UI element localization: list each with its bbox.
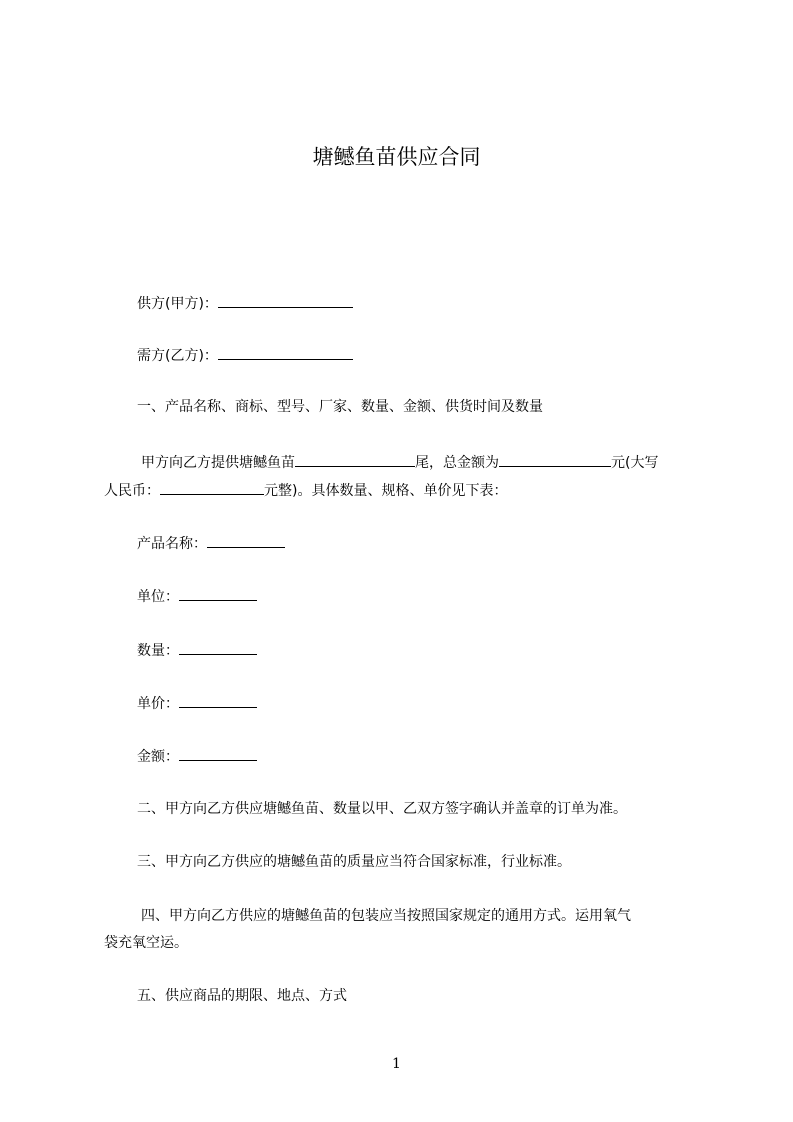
unit-field	[137, 585, 257, 607]
unit-blank	[179, 585, 257, 601]
clause-2: 二、甲方向乙方供应塘鳡鱼苗、数量以甲、乙双方签字确认并盖章的订单为准。	[137, 801, 627, 817]
offer-text-5: 元整)。具体数量、规格、单价见下表：	[264, 483, 508, 499]
clause-3: 三、甲方向乙方供应的塘鳡鱼苗的质量应当符合国家标准，行业标准。	[137, 854, 571, 870]
product-name-blank	[207, 532, 285, 548]
supplier-label: 供方(甲方)：	[137, 296, 218, 312]
offer-text-3: 元(大写	[611, 455, 659, 471]
offer-line-2	[104, 479, 507, 501]
buyer-line	[137, 344, 353, 366]
clause-5: 五、供应商品的期限、地点、方式	[137, 988, 347, 1004]
amount-label: 金额：	[137, 749, 179, 765]
quantity-label: 数量：	[137, 643, 179, 659]
quantity-field-blank	[179, 639, 257, 655]
offer-text-2: 尾，总金额为	[415, 455, 499, 471]
product-name-label: 产品名称：	[137, 536, 207, 552]
offer-line-1	[141, 451, 658, 473]
buyer-label: 需方(乙方)：	[137, 348, 218, 364]
unit-label: 单位：	[137, 589, 179, 605]
unit-price-blank	[179, 692, 257, 708]
clause-4-line-2: 袋充氧空运。	[104, 935, 188, 951]
total-amount-blank	[499, 451, 611, 467]
quantity-field	[137, 639, 257, 661]
unit-price-field	[137, 692, 257, 714]
offer-text-4: 人民币：	[104, 483, 160, 499]
clause-4-line-1: 四、甲方向乙方供应的塘鳡鱼苗的包装应当按照国家规定的通用方式。运用氧气	[141, 908, 631, 924]
page-number: 1	[392, 1056, 401, 1072]
section1-heading: 一、产品名称、商标、型号、厂家、数量、金额、供货时间及数量	[137, 399, 543, 415]
document-title: 塘鳡鱼苗供应合同	[312, 145, 481, 169]
supplier-blank	[218, 292, 353, 308]
offer-text-1: 甲方向乙方提供塘鳡鱼苗	[141, 455, 295, 471]
supplier-line	[137, 292, 353, 314]
amount-field	[137, 745, 257, 767]
amount-words-blank	[160, 479, 264, 495]
unit-price-label: 单价：	[137, 696, 179, 712]
quantity-blank	[295, 451, 415, 467]
product-name-field	[137, 532, 285, 554]
amount-blank	[179, 745, 257, 761]
buyer-blank	[218, 344, 353, 360]
